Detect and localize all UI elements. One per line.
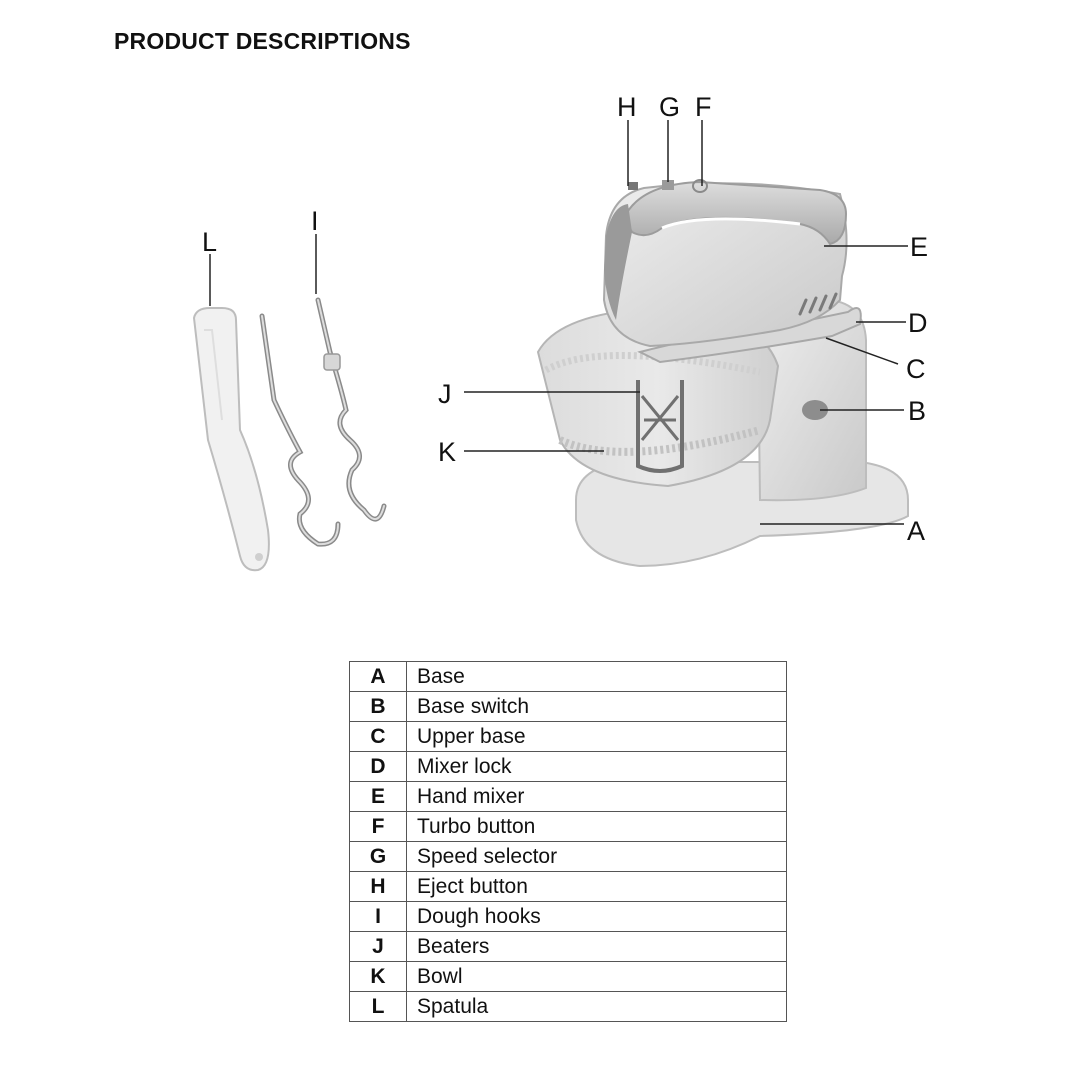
spatula-illustration [194, 308, 269, 570]
callout-label-c: C [906, 354, 926, 384]
callout-label-l: L [202, 227, 218, 257]
callout-label-k: K [438, 437, 457, 467]
callout-label-b: B [908, 396, 927, 426]
page-title: PRODUCT DESCRIPTIONS [114, 28, 411, 54]
part-name: Dough hooks [407, 902, 787, 932]
part-letter: C [350, 722, 407, 752]
table-row [350, 782, 787, 812]
part-name: Spatula [407, 992, 787, 1022]
table-row [350, 722, 787, 752]
part-letter: I [350, 902, 407, 932]
callout-label-e: E [910, 232, 929, 262]
part-letter: L [350, 992, 407, 1022]
dough-hook-illustration [262, 316, 338, 544]
part-name: Upper base [407, 722, 787, 752]
callout-label-d: D [908, 308, 928, 338]
part-name: Turbo button [407, 812, 787, 842]
table-row [350, 962, 787, 992]
part-letter: A [350, 662, 407, 692]
part-name: Base switch [407, 692, 787, 722]
callout-label-i: I [311, 206, 319, 236]
part-letter: G [350, 842, 407, 872]
callout-label-g: G [659, 92, 681, 122]
table-row [350, 692, 787, 722]
part-name: Base [407, 662, 787, 692]
part-name: Bowl [407, 962, 787, 992]
part-letter: J [350, 932, 407, 962]
table-row [350, 752, 787, 782]
part-name: Mixer lock [407, 752, 787, 782]
part-letter: K [350, 962, 407, 992]
table-row [350, 872, 787, 902]
table-row [350, 902, 787, 932]
callout-label-j: J [438, 379, 452, 409]
part-name: Eject button [407, 872, 787, 902]
callout-label-a: A [907, 516, 926, 546]
part-name: Speed selector [407, 842, 787, 872]
part-name: Beaters [407, 932, 787, 962]
part-letter: D [350, 752, 407, 782]
part-name: Hand mixer [407, 782, 787, 812]
table-row [350, 842, 787, 872]
part-letter: H [350, 872, 407, 902]
table-row [350, 812, 787, 842]
table-row [350, 932, 787, 962]
parts-table [349, 661, 787, 1022]
callout-label-f: F [695, 92, 712, 122]
table-row [350, 992, 787, 1022]
table-row [350, 662, 787, 692]
dough-hook-illustration [318, 300, 384, 519]
part-letter: B [350, 692, 407, 722]
part-letter: E [350, 782, 407, 812]
part-letter: F [350, 812, 407, 842]
callout-label-h: H [617, 92, 637, 122]
stand-mixer-illustration [538, 180, 908, 566]
